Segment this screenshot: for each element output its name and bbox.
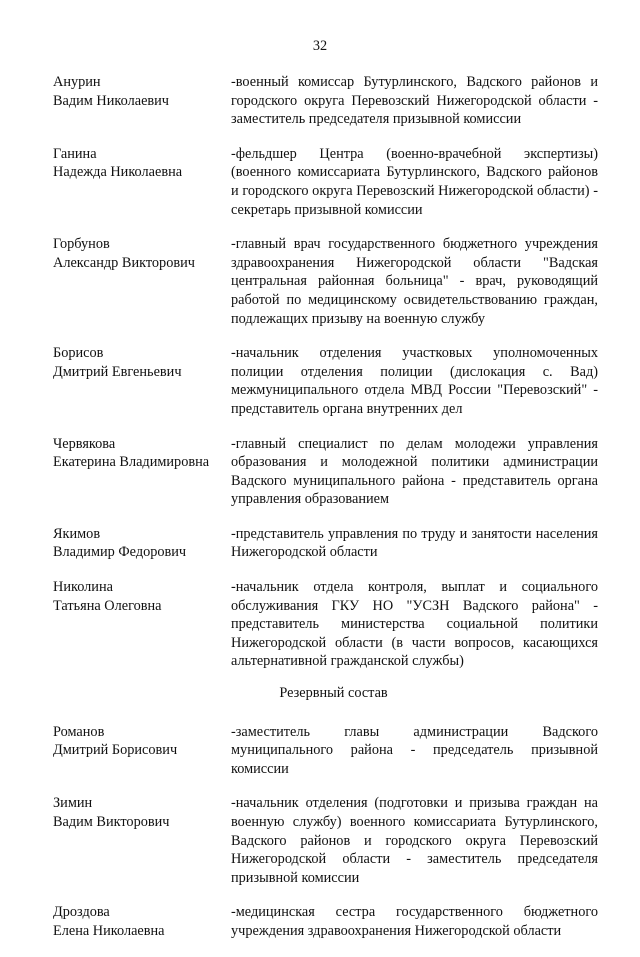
commission-list: [53, 73, 598, 957]
member-name: [53, 435, 231, 509]
member-entry: [53, 435, 598, 509]
member-entry: [53, 344, 598, 418]
member-position: -медицинская сестра государственного бюджетного учреждения здравоохранения Нижегородской области: [231, 904, 598, 939]
member-position: -заместитель главы администрации Вадского муниципального района - председатель призывной комиссии: [231, 723, 598, 777]
member-name: [53, 73, 231, 129]
member-position: -военный комиссар Бутурлинского, Вадского районов и городского округа Перевозский Нижегородской области - заместитель председателя призывной комиссии: [231, 74, 598, 128]
member-surname: Червякова: [53, 435, 116, 452]
member-surname: Зимин: [53, 795, 93, 812]
main-composition-list: [53, 73, 598, 671]
member-position: -начальник отдела контроля, выплат и социального обслуживания ГКУ НО "УСЗН Вадского района" - представитель министерства социальной политики Нижегородской области (в части вопросов, касающихся альтернативной гражданской службы): [231, 579, 598, 670]
member-surname: Борисов: [53, 345, 104, 362]
member-entry: [53, 235, 598, 328]
member-surname: Ганина: [53, 145, 97, 162]
member-position: -фельдшер Центра (военно-врачебной экспертизы) (военного комиссариата Бутурлинского, Вадского районов и городского округа Перевозский Нижегородской области) - секретарь призывной комиссии: [231, 145, 598, 218]
member-position: -начальник отделения (подготовки и призыва граждан на военную службу) военного комиссариата Бутурлинского, Вадского районов и городского округа Перевозский Нижегородской области - заместитель председателя призывной комиссии: [231, 795, 598, 886]
member-name: [53, 723, 231, 779]
reserve-composition-list: [53, 723, 598, 941]
member-name: [53, 525, 231, 562]
member-given-names: Екатерина Владимировна: [53, 454, 210, 471]
member-surname: Романов: [53, 723, 105, 740]
member-entry: [53, 578, 598, 671]
member-position: -представитель управления по труду и занятости населения Нижегородской области: [231, 525, 598, 561]
member-surname: Дроздова: [53, 904, 110, 921]
member-name: [53, 794, 231, 887]
member-position: -главный специалист по делам молодежи управления образования и молодежной политики администрации Вадского муниципального района - представитель органа управления образованием: [231, 435, 598, 508]
member-name: [53, 578, 231, 671]
member-given-names: Дмитрий Евгеньевич: [53, 363, 182, 380]
member-given-names: Александр Викторович: [53, 254, 195, 271]
member-surname: Анурин: [53, 74, 101, 90]
member-entry: [53, 794, 598, 887]
member-given-names: Татьяна Олеговна: [53, 597, 162, 614]
member-entry: [53, 525, 598, 562]
member-entry: [53, 73, 598, 129]
member-name: [53, 235, 231, 328]
member-name: [53, 344, 231, 418]
member-surname: Якимов: [53, 525, 101, 542]
member-entry: [53, 723, 598, 779]
member-surname: Николина: [53, 579, 113, 596]
member-given-names: Дмитрий Борисович: [53, 742, 178, 759]
member-given-names: Вадим Николаевич: [53, 92, 170, 109]
member-position: -главный врач государственного бюджетного учреждения здравоохранения Нижегородской области "Вадская центральная районная больница" - врач, руководящий работой по медицинскому освидетельствованию граждан, подлежащих призыву на военную службу: [231, 236, 598, 327]
member-position: -начальник отделения участковых уполномоченных полиции отделения полиции (дислокация с. Вад) межмуниципального отдела МВД России "Перевозский" - представитель органа внутренних дел: [231, 345, 598, 417]
member-given-names: Вадим Викторович: [53, 814, 170, 830]
member-name: [53, 145, 231, 219]
member-given-names: Надежда Николаевна: [53, 164, 183, 181]
member-name: [53, 903, 231, 940]
member-given-names: Владимир Федорович: [53, 544, 187, 561]
member-surname: Горбунов: [53, 236, 110, 253]
member-entry: [53, 903, 598, 940]
reserve-heading: Резервный состав: [279, 685, 388, 702]
page-number: 32: [312, 38, 328, 54]
member-entry: [53, 145, 598, 219]
member-given-names: Елена Николаевна: [53, 922, 165, 939]
